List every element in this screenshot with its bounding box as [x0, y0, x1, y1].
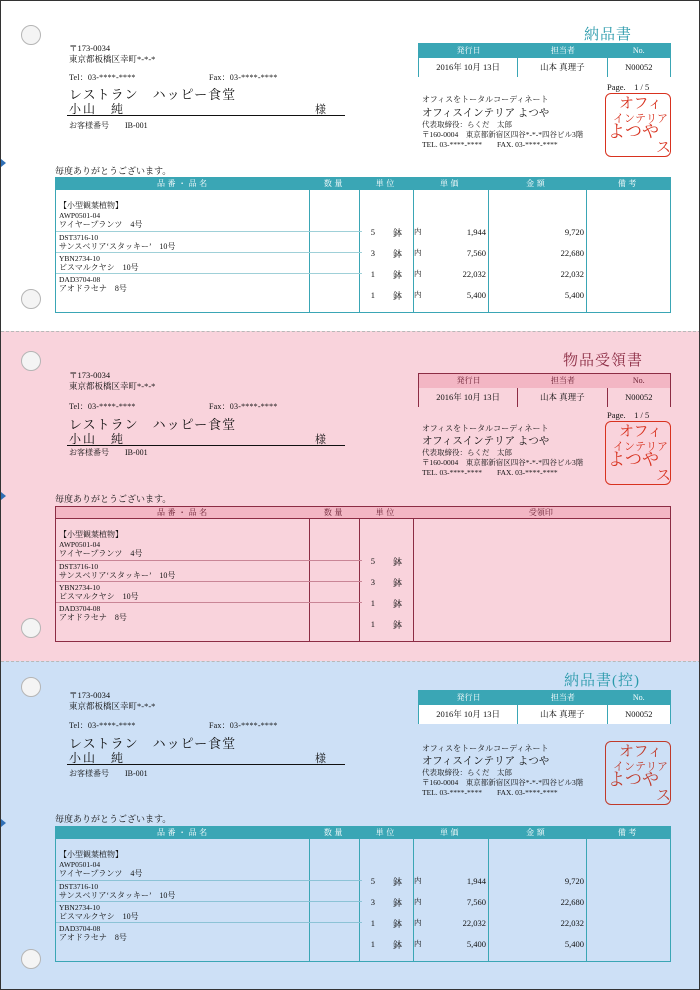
issue-info-box	[418, 690, 671, 724]
fold-mark-icon	[1, 492, 6, 500]
company-tagline: オフィスをトータルコーディネート	[422, 95, 549, 104]
customer-tel: Tel：03-****-****	[69, 721, 136, 730]
seal-text: ス	[656, 466, 672, 484]
item-code: YBN2734-10	[59, 254, 100, 263]
seal-text: ス	[656, 138, 672, 156]
item-value: 内	[414, 290, 422, 299]
item-value: 1	[370, 918, 375, 928]
item-value: 22,032	[462, 269, 486, 279]
item-name: アオドラセナ 8号	[59, 933, 127, 942]
customer-number: お客様番号 IB-001	[69, 121, 148, 130]
fold-mark-icon	[1, 159, 6, 167]
col-price: 単 価	[439, 179, 459, 188]
item-value: 22,680	[560, 248, 584, 258]
name-underline	[67, 764, 345, 765]
honorific: 様	[315, 434, 326, 446]
item-value: 7,560	[466, 897, 486, 907]
item-name: サンスベリア‘スタッキー’ 10号	[59, 891, 176, 900]
no-label: No.	[632, 693, 645, 702]
slip-number: N00052	[625, 709, 653, 719]
no-label: No.	[632, 376, 645, 385]
col-item: 品 番 ・ 品 名	[157, 828, 208, 837]
seal-text: インテリア	[613, 112, 668, 125]
category-label: 【小型観葉植物】	[59, 530, 123, 539]
item-value: 鉢	[393, 919, 403, 929]
seal-text: ス	[656, 786, 672, 804]
customer-address: 東京都板橋区幸町*-*-*	[69, 381, 156, 391]
customer-address: 東京都板橋区幸町*-*-*	[69, 701, 156, 711]
binder-hole	[21, 677, 41, 697]
document-title: 納品書	[584, 27, 633, 43]
item-code: DAD3704-08	[59, 275, 101, 284]
table-row	[56, 274, 670, 301]
fold-mark-icon	[1, 819, 6, 827]
company-telfax: TEL. 03-****-**** FAX. 03-****-****	[422, 468, 558, 477]
category-label: 【小型観葉植物】	[59, 850, 123, 859]
col-note: 備 考	[617, 179, 637, 188]
delivery-note-copy-section	[1, 661, 700, 990]
page-number: Page. 1 / 5	[607, 410, 650, 420]
company-seal-stamp	[605, 741, 671, 805]
col-unit: 単 位	[375, 828, 395, 837]
item-value: 1	[370, 290, 375, 300]
item-name: アオドラセナ 8号	[59, 613, 127, 622]
company-name: オフィスインテリア よつや	[422, 436, 550, 447]
customer-postal: 〒173-0034	[69, 690, 111, 700]
item-code: AWP0501-04	[59, 211, 101, 220]
item-value: 1	[370, 598, 375, 608]
item-value: 鉢	[393, 940, 403, 950]
slip-number: N00052	[625, 392, 653, 402]
item-value: 1	[370, 269, 375, 279]
no-label: No.	[632, 46, 645, 55]
issue-date: 2016年 10月 13日	[419, 705, 518, 724]
seal-text: オフィ	[619, 422, 663, 440]
col-unit: 単 位	[375, 508, 395, 517]
item-value: 鉢	[393, 578, 403, 588]
customer-fax: Fax：03-****-****	[209, 73, 278, 82]
item-name: サンスベリア‘スタッキー’ 10号	[59, 571, 176, 580]
company-name: オフィスインテリア よつや	[422, 756, 550, 767]
company-address: 〒160-0004 東京都新宿区四谷*-*-*四谷ビル3階	[422, 778, 584, 787]
customer-postal: 〒173-0034	[69, 370, 111, 380]
item-value: 1,944	[466, 227, 486, 237]
item-code: DST3716-10	[59, 882, 99, 891]
company-seal-stamp	[605, 93, 671, 157]
date-label: 発行日	[456, 376, 481, 385]
item-code: AWP0501-04	[59, 860, 101, 869]
col-qty: 数 量	[323, 508, 343, 517]
page-number: Page. 1 / 5	[607, 82, 650, 92]
item-value: 7,560	[466, 248, 486, 258]
company-seal-stamp	[605, 421, 671, 485]
item-value: 22,032	[560, 269, 584, 279]
item-value: 22,680	[560, 897, 584, 907]
name-underline	[67, 445, 345, 446]
date-label: 発行日	[456, 46, 481, 55]
item-code: YBN2734-10	[59, 583, 100, 592]
item-value: 鉢	[393, 877, 403, 887]
document-title: 物品受領書	[563, 353, 644, 369]
customer-tel: Tel：03-****-****	[69, 402, 136, 411]
item-name: アオドラセナ 8号	[59, 284, 127, 293]
item-name: ワイヤープランツ 4号	[59, 549, 143, 558]
document-title: 納品書(控)	[564, 673, 640, 689]
item-name: ワイヤープランツ 4号	[59, 220, 143, 229]
issue-date: 2016年 10月 13日	[419, 58, 518, 77]
item-value: 1,944	[466, 876, 486, 886]
item-name: ビスマルクヤシ 10号	[59, 263, 139, 272]
staff-label: 担当者	[550, 693, 575, 702]
items-table	[55, 177, 671, 313]
staff-name: 山本 真理子	[518, 58, 607, 77]
customer-number: お客様番号 IB-001	[69, 448, 148, 457]
item-value: 鉢	[393, 249, 403, 259]
staff-name: 山本 真理子	[518, 388, 607, 407]
company-telfax: TEL. 03-****-**** FAX. 03-****-****	[422, 140, 558, 149]
issue-info-box	[418, 373, 671, 407]
seal-text: よつや	[608, 770, 659, 790]
binder-hole	[21, 25, 41, 45]
delivery-note-section	[1, 1, 700, 331]
item-value: 5,400	[466, 290, 486, 300]
item-value: 鉢	[393, 228, 403, 238]
perforation-line	[1, 331, 700, 332]
item-value: 内	[414, 939, 422, 948]
company-representative: 代表取締役：らくだ 太郎	[422, 120, 512, 129]
item-value: 3	[370, 577, 375, 587]
issue-info-box	[418, 43, 671, 77]
customer-person: 小山 純	[69, 432, 126, 446]
receipt-items-table	[55, 506, 671, 642]
col-amount: 金 額	[526, 828, 545, 837]
items-table	[55, 826, 671, 962]
greeting: 毎度ありがとうございます。	[55, 166, 172, 176]
item-name: サンスベリア‘スタッキー’ 10号	[59, 242, 176, 251]
binder-hole	[21, 949, 41, 969]
col-price: 単 価	[439, 828, 459, 837]
honorific: 様	[315, 753, 326, 765]
item-value: 鉢	[393, 898, 403, 908]
greeting: 毎度ありがとうございます。	[55, 494, 172, 504]
honorific: 様	[315, 104, 326, 116]
customer-name: レストラン ハッピー食堂	[69, 417, 237, 432]
company-telfax: TEL. 03-****-**** FAX. 03-****-****	[422, 788, 558, 797]
binder-hole	[21, 618, 41, 638]
item-value: 1	[370, 939, 375, 949]
date-label: 発行日	[456, 693, 481, 702]
col-qty: 数 量	[323, 179, 343, 188]
seal-text: オフィ	[619, 742, 663, 760]
item-name: ビスマルクヤシ 10号	[59, 912, 139, 921]
item-value: 鉢	[393, 557, 403, 567]
name-underline	[67, 115, 345, 116]
col-note: 備 考	[617, 828, 637, 837]
item-name: ビスマルクヤシ 10号	[59, 592, 139, 601]
col-unit: 単 位	[375, 179, 395, 188]
item-value: 5	[370, 556, 375, 566]
item-value: 22,032	[462, 918, 486, 928]
item-value: 5	[370, 876, 375, 886]
item-value: 鉢	[393, 599, 403, 609]
item-value: 内	[414, 918, 422, 927]
customer-person: 小山 純	[69, 102, 126, 116]
binder-hole	[21, 351, 41, 371]
item-code: DAD3704-08	[59, 604, 101, 613]
item-name: ワイヤープランツ 4号	[59, 869, 143, 878]
item-code: DST3716-10	[59, 562, 99, 571]
perforation-line	[1, 661, 700, 662]
company-representative: 代表取締役：らくだ 太郎	[422, 448, 512, 457]
item-code: DST3716-10	[59, 233, 99, 242]
item-value: 内	[414, 227, 422, 236]
company-address: 〒160-0004 東京都新宿区四谷*-*-*四谷ビル3階	[422, 130, 584, 139]
customer-postal: 〒173-0034	[69, 43, 111, 53]
item-code: DAD3704-08	[59, 924, 101, 933]
staff-name: 山本 真理子	[518, 705, 607, 724]
table-row	[56, 923, 670, 950]
seal-text: オフィ	[619, 94, 663, 112]
customer-address: 東京都板橋区幸町*-*-*	[69, 54, 156, 64]
col-item: 品 番 ・ 品 名	[157, 508, 208, 517]
company-tagline: オフィスをトータルコーディネート	[422, 744, 549, 753]
item-value: 9,720	[564, 876, 584, 886]
seal-text: インテリア	[613, 760, 668, 773]
item-code: YBN2734-10	[59, 903, 100, 912]
seal-text: インテリア	[613, 440, 668, 453]
item-value: 鉢	[393, 291, 403, 301]
col-seal: 受領印	[528, 508, 553, 517]
item-value: 5,400	[564, 939, 584, 949]
item-value: 内	[414, 897, 422, 906]
col-qty: 数 量	[323, 828, 343, 837]
item-value: 鉢	[393, 270, 403, 280]
item-value: 5	[370, 227, 375, 237]
company-representative: 代表取締役：らくだ 太郎	[422, 768, 512, 777]
company-name: オフィスインテリア よつや	[422, 108, 550, 119]
slip-number: N00052	[625, 62, 653, 72]
item-value: 内	[414, 876, 422, 885]
col-item: 品 番 ・ 品 名	[157, 179, 208, 188]
item-value: 3	[370, 248, 375, 258]
table-row	[56, 603, 670, 630]
customer-name: レストラン ハッピー食堂	[69, 736, 237, 751]
item-value: 1	[370, 619, 375, 629]
company-address: 〒160-0004 東京都新宿区四谷*-*-*四谷ビル3階	[422, 458, 584, 467]
item-value: 3	[370, 897, 375, 907]
col-amount: 金 額	[526, 179, 545, 188]
customer-fax: Fax：03-****-****	[209, 402, 278, 411]
item-value: 鉢	[393, 620, 403, 630]
item-value: 9,720	[564, 227, 584, 237]
staff-label: 担当者	[550, 376, 575, 385]
binder-hole	[21, 289, 41, 309]
company-tagline: オフィスをトータルコーディネート	[422, 424, 549, 433]
issue-date: 2016年 10月 13日	[419, 388, 518, 407]
seal-text: よつや	[608, 450, 659, 470]
customer-number: お客様番号 IB-001	[69, 769, 148, 778]
item-value: 内	[414, 248, 422, 257]
item-code: AWP0501-04	[59, 540, 101, 549]
item-value: 5,400	[564, 290, 584, 300]
item-value: 22,032	[560, 918, 584, 928]
staff-label: 担当者	[550, 46, 575, 55]
receipt-section	[1, 331, 700, 661]
customer-tel: Tel：03-****-****	[69, 73, 136, 82]
seal-text: よつや	[608, 122, 659, 142]
category-label: 【小型観葉植物】	[59, 201, 123, 210]
item-value: 内	[414, 269, 422, 278]
customer-fax: Fax：03-****-****	[209, 721, 278, 730]
greeting: 毎度ありがとうございます。	[55, 814, 172, 824]
item-value: 5,400	[466, 939, 486, 949]
customer-person: 小山 純	[69, 751, 126, 765]
customer-name: レストラン ハッピー食堂	[69, 87, 237, 102]
